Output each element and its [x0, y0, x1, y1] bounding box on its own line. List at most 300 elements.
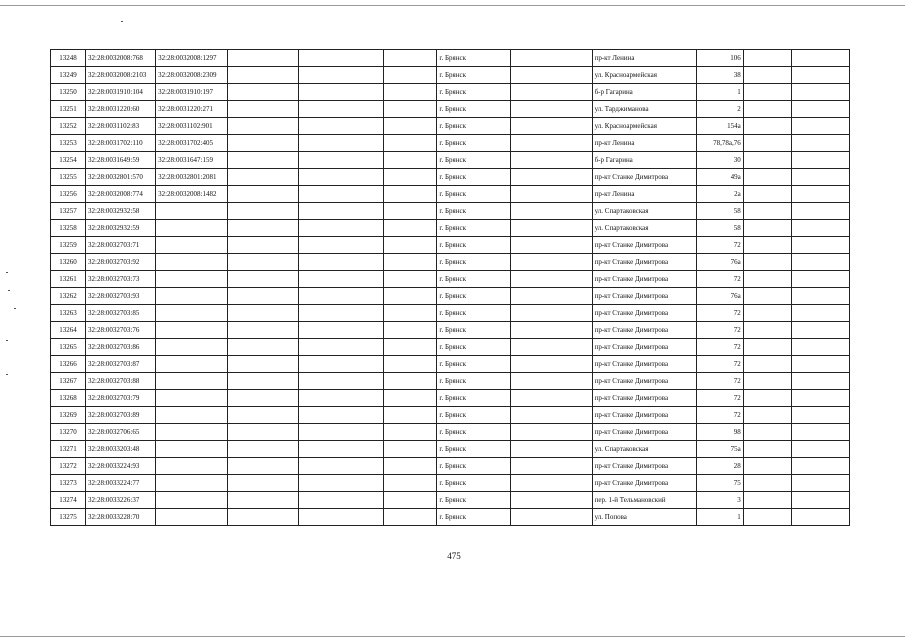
empty-cell	[743, 271, 791, 288]
empty-cell	[510, 492, 592, 509]
row-number-cell: 13275	[51, 509, 86, 526]
empty-cell	[791, 101, 849, 118]
empty-cell	[510, 441, 592, 458]
street-cell: пр-кт Станке Димитрова	[592, 339, 696, 356]
row-number-cell: 13258	[51, 220, 86, 237]
house-number-cell: 30	[696, 152, 743, 169]
empty-cell	[299, 186, 384, 203]
object-cadastral-number-cell	[156, 271, 228, 288]
object-cadastral-number-cell: 32:28:0032008:2309	[156, 67, 228, 84]
empty-cell	[743, 84, 791, 101]
empty-cell	[384, 50, 437, 67]
street-cell: пр-кт Станке Димитрова	[592, 475, 696, 492]
empty-cell	[791, 390, 849, 407]
empty-cell	[384, 101, 437, 118]
street-cell: пр-кт Станке Димитрова	[592, 288, 696, 305]
empty-cell	[510, 50, 592, 67]
house-number-cell: 72	[696, 356, 743, 373]
cadastral-number-cell: 32:28:0033203:48	[86, 441, 156, 458]
object-cadastral-number-cell	[156, 305, 228, 322]
house-number-cell: 2а	[696, 186, 743, 203]
empty-cell	[791, 441, 849, 458]
table-row	[51, 424, 850, 441]
empty-cell	[743, 390, 791, 407]
cadastral-number-cell: 32:28:0032801:570	[86, 169, 156, 186]
empty-cell	[299, 203, 384, 220]
empty-cell	[299, 152, 384, 169]
object-cadastral-number-cell	[156, 373, 228, 390]
street-cell: пр-кт Станке Димитрова	[592, 322, 696, 339]
empty-cell	[791, 322, 849, 339]
house-number-cell: 75	[696, 475, 743, 492]
house-number-cell: 72	[696, 373, 743, 390]
object-cadastral-number-cell: 32:28:0032801:2081	[156, 169, 228, 186]
street-cell: ул. Спартаковская	[592, 441, 696, 458]
cadastral-number-cell: 32:28:0033224:93	[86, 458, 156, 475]
house-number-cell: 72	[696, 237, 743, 254]
empty-cell	[791, 305, 849, 322]
table-row	[51, 118, 850, 135]
row-number-cell: 13249	[51, 67, 86, 84]
object-cadastral-number-cell: 32:28:0031220:271	[156, 101, 228, 118]
empty-cell	[791, 67, 849, 84]
empty-cell	[510, 509, 592, 526]
empty-cell	[510, 356, 592, 373]
street-cell: ул. Красноармейская	[592, 118, 696, 135]
empty-cell	[299, 135, 384, 152]
house-number-cell: 106	[696, 50, 743, 67]
house-number-cell: 72	[696, 339, 743, 356]
object-cadastral-number-cell	[156, 458, 228, 475]
table-row	[51, 271, 850, 288]
row-number-cell: 13260	[51, 254, 86, 271]
house-number-cell: 98	[696, 424, 743, 441]
empty-cell	[299, 458, 384, 475]
empty-cell	[299, 475, 384, 492]
city-cell: г. Брянск	[437, 305, 510, 322]
empty-cell	[384, 492, 437, 509]
empty-cell	[384, 169, 437, 186]
empty-cell	[791, 152, 849, 169]
row-number-cell: 13268	[51, 390, 86, 407]
empty-cell	[743, 220, 791, 237]
empty-cell	[791, 373, 849, 390]
empty-cell	[228, 441, 299, 458]
cadastral-number-cell: 32:28:0032703:85	[86, 305, 156, 322]
table-row	[51, 339, 850, 356]
empty-cell	[743, 441, 791, 458]
empty-cell	[743, 339, 791, 356]
house-number-cell: 3	[696, 492, 743, 509]
cadastral-number-cell: 32:28:0031649:59	[86, 152, 156, 169]
empty-cell	[743, 305, 791, 322]
empty-cell	[510, 475, 592, 492]
city-cell: г. Брянск	[437, 322, 510, 339]
row-number-cell: 13252	[51, 118, 86, 135]
object-cadastral-number-cell	[156, 237, 228, 254]
empty-cell	[299, 441, 384, 458]
table-row	[51, 237, 850, 254]
table-row	[51, 492, 850, 509]
object-cadastral-number-cell	[156, 509, 228, 526]
table-row	[51, 441, 850, 458]
scan-speck	[6, 340, 8, 341]
empty-cell	[299, 492, 384, 509]
empty-cell	[510, 118, 592, 135]
empty-cell	[384, 305, 437, 322]
empty-cell	[384, 322, 437, 339]
row-number-cell: 13259	[51, 237, 86, 254]
empty-cell	[510, 373, 592, 390]
object-cadastral-number-cell	[156, 322, 228, 339]
cadastral-number-cell: 32:28:0032008:2103	[86, 67, 156, 84]
row-number-cell: 13265	[51, 339, 86, 356]
empty-cell	[791, 186, 849, 203]
empty-cell	[228, 169, 299, 186]
empty-cell	[299, 67, 384, 84]
row-number-cell: 13264	[51, 322, 86, 339]
empty-cell	[510, 288, 592, 305]
empty-cell	[228, 390, 299, 407]
street-cell: пр-кт Ленина	[592, 186, 696, 203]
object-cadastral-number-cell: 32:28:0031102:901	[156, 118, 228, 135]
empty-cell	[743, 152, 791, 169]
empty-cell	[384, 424, 437, 441]
city-cell: г. Брянск	[437, 509, 510, 526]
empty-cell	[791, 458, 849, 475]
empty-cell	[791, 50, 849, 67]
object-cadastral-number-cell	[156, 288, 228, 305]
empty-cell	[510, 322, 592, 339]
row-number-cell: 13273	[51, 475, 86, 492]
empty-cell	[299, 305, 384, 322]
cadastral-number-cell: 32:28:0032703:87	[86, 356, 156, 373]
empty-cell	[743, 186, 791, 203]
empty-cell	[384, 186, 437, 203]
table-row	[51, 67, 850, 84]
house-number-cell: 72	[696, 305, 743, 322]
scan-speck	[121, 21, 123, 22]
empty-cell	[791, 220, 849, 237]
empty-cell	[384, 458, 437, 475]
table-row	[51, 220, 850, 237]
row-number-cell: 13274	[51, 492, 86, 509]
cadastral-number-cell: 32:28:0031102:83	[86, 118, 156, 135]
empty-cell	[384, 441, 437, 458]
empty-cell	[299, 271, 384, 288]
table-row	[51, 373, 850, 390]
house-number-cell: 2	[696, 101, 743, 118]
empty-cell	[510, 390, 592, 407]
house-number-cell: 72	[696, 407, 743, 424]
cadastral-number-cell: 32:28:0032703:88	[86, 373, 156, 390]
street-cell: пр-кт Ленина	[592, 50, 696, 67]
city-cell: г. Брянск	[437, 339, 510, 356]
empty-cell	[384, 152, 437, 169]
city-cell: г. Брянск	[437, 458, 510, 475]
empty-cell	[228, 492, 299, 509]
empty-cell	[299, 169, 384, 186]
cadastral-number-cell: 32:28:0031702:110	[86, 135, 156, 152]
empty-cell	[228, 237, 299, 254]
house-number-cell: 1	[696, 509, 743, 526]
street-cell: ул. Спартаковская	[592, 203, 696, 220]
empty-cell	[299, 373, 384, 390]
cadastral-number-cell: 32:28:0031910:104	[86, 84, 156, 101]
empty-cell	[299, 424, 384, 441]
empty-cell	[743, 509, 791, 526]
empty-cell	[384, 84, 437, 101]
table-row	[51, 475, 850, 492]
cadastral-number-cell: 32:28:0033224:77	[86, 475, 156, 492]
street-cell: пр-кт Станке Димитрова	[592, 458, 696, 475]
empty-cell	[510, 67, 592, 84]
empty-cell	[228, 475, 299, 492]
empty-cell	[228, 424, 299, 441]
empty-cell	[228, 305, 299, 322]
empty-cell	[510, 407, 592, 424]
street-cell: ул. Попова	[592, 509, 696, 526]
empty-cell	[299, 101, 384, 118]
cadastral-number-cell: 32:28:0032932:59	[86, 220, 156, 237]
scan-speck	[6, 374, 8, 375]
empty-cell	[510, 84, 592, 101]
city-cell: г. Брянск	[437, 424, 510, 441]
city-cell: г. Брянск	[437, 135, 510, 152]
house-number-cell: 28	[696, 458, 743, 475]
empty-cell	[384, 118, 437, 135]
house-number-cell: 72	[696, 271, 743, 288]
empty-cell	[299, 220, 384, 237]
row-number-cell: 13262	[51, 288, 86, 305]
empty-cell	[299, 288, 384, 305]
object-cadastral-number-cell: 32:28:0032008:1297	[156, 50, 228, 67]
empty-cell	[791, 84, 849, 101]
empty-cell	[299, 339, 384, 356]
city-cell: г. Брянск	[437, 118, 510, 135]
city-cell: г. Брянск	[437, 492, 510, 509]
street-cell: пр-кт Станке Димитрова	[592, 390, 696, 407]
registry-table-body	[51, 50, 850, 526]
empty-cell	[510, 339, 592, 356]
row-number-cell: 13257	[51, 203, 86, 220]
empty-cell	[228, 135, 299, 152]
street-cell: пр-кт Станке Димитрова	[592, 254, 696, 271]
empty-cell	[299, 254, 384, 271]
empty-cell	[510, 305, 592, 322]
empty-cell	[743, 50, 791, 67]
street-cell: ул. Тарджиманова	[592, 101, 696, 118]
empty-cell	[510, 203, 592, 220]
empty-cell	[228, 84, 299, 101]
empty-cell	[791, 356, 849, 373]
empty-cell	[510, 135, 592, 152]
row-number-cell: 13251	[51, 101, 86, 118]
empty-cell	[228, 373, 299, 390]
cadastral-number-cell: 32:28:0032703:73	[86, 271, 156, 288]
empty-cell	[791, 254, 849, 271]
cadastral-number-cell: 32:28:0031220:60	[86, 101, 156, 118]
row-number-cell: 13272	[51, 458, 86, 475]
street-cell: пр-кт Станке Димитрова	[592, 373, 696, 390]
table-row	[51, 135, 850, 152]
empty-cell	[384, 356, 437, 373]
house-number-cell: 72	[696, 390, 743, 407]
empty-cell	[510, 101, 592, 118]
street-cell: б-р Гагарина	[592, 152, 696, 169]
empty-cell	[791, 424, 849, 441]
city-cell: г. Брянск	[437, 84, 510, 101]
empty-cell	[299, 322, 384, 339]
object-cadastral-number-cell	[156, 203, 228, 220]
empty-cell	[791, 169, 849, 186]
empty-cell	[299, 237, 384, 254]
empty-cell	[743, 356, 791, 373]
empty-cell	[510, 458, 592, 475]
empty-cell	[510, 271, 592, 288]
table-row	[51, 169, 850, 186]
scan-speck	[14, 308, 16, 309]
city-cell: г. Брянск	[437, 441, 510, 458]
empty-cell	[791, 135, 849, 152]
object-cadastral-number-cell	[156, 492, 228, 509]
street-cell: ул. Спартаковская	[592, 220, 696, 237]
empty-cell	[743, 203, 791, 220]
empty-cell	[228, 407, 299, 424]
object-cadastral-number-cell	[156, 441, 228, 458]
city-cell: г. Брянск	[437, 356, 510, 373]
row-number-cell: 13263	[51, 305, 86, 322]
city-cell: г. Брянск	[437, 220, 510, 237]
empty-cell	[510, 424, 592, 441]
object-cadastral-number-cell	[156, 339, 228, 356]
street-cell: пр-кт Станке Димитрова	[592, 305, 696, 322]
table-row	[51, 84, 850, 101]
empty-cell	[384, 271, 437, 288]
cadastral-number-cell: 32:28:0032008:774	[86, 186, 156, 203]
empty-cell	[228, 288, 299, 305]
object-cadastral-number-cell: 32:28:0031702:405	[156, 135, 228, 152]
cadastral-number-cell: 32:28:0032703:86	[86, 339, 156, 356]
row-number-cell: 13248	[51, 50, 86, 67]
row-number-cell: 13266	[51, 356, 86, 373]
table-row	[51, 254, 850, 271]
empty-cell	[384, 288, 437, 305]
empty-cell	[791, 407, 849, 424]
table-row	[51, 288, 850, 305]
empty-cell	[743, 169, 791, 186]
table-row	[51, 305, 850, 322]
empty-cell	[299, 84, 384, 101]
empty-cell	[384, 237, 437, 254]
empty-cell	[228, 322, 299, 339]
empty-cell	[228, 254, 299, 271]
house-number-cell: 38	[696, 67, 743, 84]
row-number-cell: 13271	[51, 441, 86, 458]
empty-cell	[791, 339, 849, 356]
empty-cell	[228, 118, 299, 135]
empty-cell	[743, 118, 791, 135]
street-cell: пр-кт Ленина	[592, 135, 696, 152]
street-cell: пр-кт Станке Димитрова	[592, 356, 696, 373]
city-cell: г. Брянск	[437, 50, 510, 67]
object-cadastral-number-cell	[156, 220, 228, 237]
house-number-cell: 72	[696, 322, 743, 339]
row-number-cell: 13255	[51, 169, 86, 186]
cadastral-number-cell: 32:28:0032706:65	[86, 424, 156, 441]
empty-cell	[299, 390, 384, 407]
cadastral-number-cell: 32:28:0032932:58	[86, 203, 156, 220]
empty-cell	[743, 254, 791, 271]
empty-cell	[743, 373, 791, 390]
table-row	[51, 356, 850, 373]
empty-cell	[510, 237, 592, 254]
empty-cell	[791, 288, 849, 305]
cadastral-number-cell: 32:28:0032703:71	[86, 237, 156, 254]
empty-cell	[384, 509, 437, 526]
cadastral-number-cell: 32:28:0033228:70	[86, 509, 156, 526]
city-cell: г. Брянск	[437, 169, 510, 186]
table-row	[51, 203, 850, 220]
empty-cell	[743, 475, 791, 492]
empty-cell	[510, 152, 592, 169]
row-number-cell: 13253	[51, 135, 86, 152]
empty-cell	[384, 475, 437, 492]
street-cell: б-р Гагарина	[592, 84, 696, 101]
empty-cell	[299, 509, 384, 526]
row-number-cell: 13267	[51, 373, 86, 390]
cadastral-number-cell: 32:28:0032703:76	[86, 322, 156, 339]
page-number: 475	[447, 551, 461, 561]
registry-table	[50, 49, 850, 526]
table-row	[51, 322, 850, 339]
street-cell: пр-кт Станке Димитрова	[592, 271, 696, 288]
empty-cell	[228, 186, 299, 203]
scan-speck	[6, 272, 8, 273]
city-cell: г. Брянск	[437, 186, 510, 203]
cadastral-number-cell: 32:28:0032703:92	[86, 254, 156, 271]
city-cell: г. Брянск	[437, 203, 510, 220]
empty-cell	[510, 254, 592, 271]
house-number-cell: 75а	[696, 441, 743, 458]
object-cadastral-number-cell	[156, 390, 228, 407]
scan-edge-bottom	[0, 636, 905, 637]
empty-cell	[743, 424, 791, 441]
empty-cell	[743, 135, 791, 152]
empty-cell	[384, 390, 437, 407]
house-number-cell: 58	[696, 220, 743, 237]
empty-cell	[228, 509, 299, 526]
scan-speck	[8, 290, 10, 291]
cadastral-number-cell: 32:28:0033226:37	[86, 492, 156, 509]
empty-cell	[228, 101, 299, 118]
street-cell: пер. 1-й Тельмановский	[592, 492, 696, 509]
empty-cell	[743, 492, 791, 509]
empty-cell	[228, 50, 299, 67]
city-cell: г. Брянск	[437, 237, 510, 254]
city-cell: г. Брянск	[437, 390, 510, 407]
city-cell: г. Брянск	[437, 288, 510, 305]
empty-cell	[791, 271, 849, 288]
city-cell: г. Брянск	[437, 101, 510, 118]
empty-cell	[228, 458, 299, 475]
empty-cell	[299, 118, 384, 135]
empty-cell	[384, 67, 437, 84]
object-cadastral-number-cell	[156, 475, 228, 492]
object-cadastral-number-cell: 32:28:0031910:197	[156, 84, 228, 101]
empty-cell	[743, 237, 791, 254]
empty-cell	[384, 135, 437, 152]
